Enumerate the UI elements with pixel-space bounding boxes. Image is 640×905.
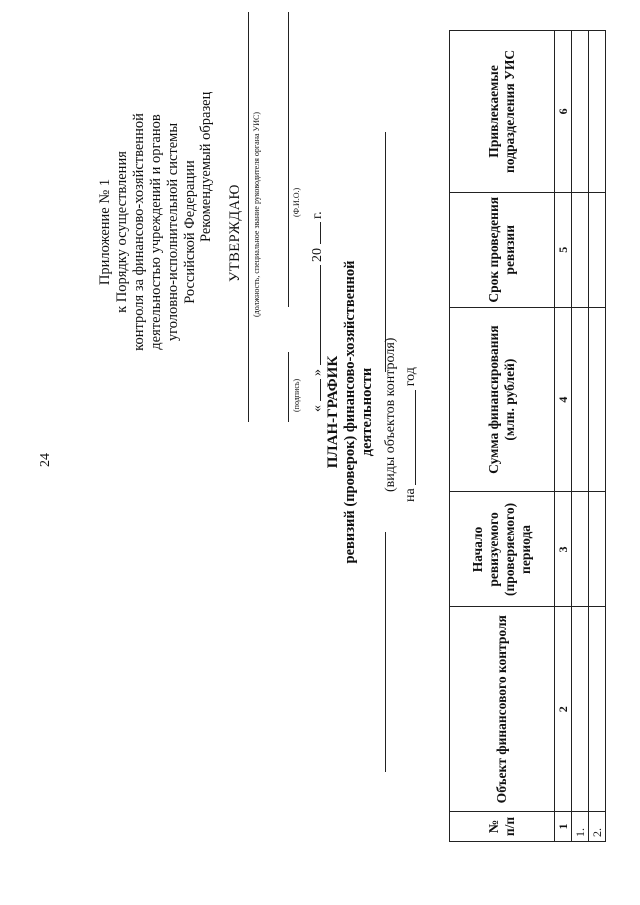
document-title <box>325 222 376 602</box>
date-suffix: г. <box>310 211 325 219</box>
table-cell <box>572 192 589 307</box>
kinds-caption: (виды объектов контроля) <box>383 337 398 492</box>
header-object: Объект финансового контроля <box>450 607 555 812</box>
table-cell <box>589 492 606 607</box>
header-units: Привлекаемые подразделения УИС <box>450 31 555 193</box>
table-cell: 2. <box>589 812 606 842</box>
table-row <box>589 31 606 842</box>
table-cell <box>572 492 589 607</box>
table-cell: 1 <box>555 812 572 842</box>
date-century: 20 <box>310 248 325 262</box>
period-suffix: год <box>403 367 418 387</box>
table-cell: 2 <box>555 607 572 812</box>
table-cell: 1. <box>572 812 589 842</box>
header-term: Срок проведения ревизии <box>450 192 555 307</box>
table-cell <box>589 31 606 193</box>
table-header-row <box>450 31 555 842</box>
table-numbering-row <box>555 31 572 842</box>
appendix-line: к Порядку осуществления <box>114 151 130 313</box>
appendix-block <box>97 72 199 392</box>
right-fill-line <box>385 132 386 372</box>
period-blank <box>415 390 416 485</box>
signature-line <box>288 352 289 422</box>
title-line-1: ПЛАН-ГРАФИК <box>325 355 341 469</box>
approve-title: УТВЕРЖДАЮ <box>227 184 243 282</box>
appendix-line: деятельностью учреждений и органов <box>148 114 164 350</box>
date-close-quote: » <box>310 369 325 376</box>
header-funding: Сумма финансирования (млн. рублей) <box>450 307 555 492</box>
name-line <box>288 12 289 307</box>
approval-date <box>310 211 326 412</box>
plan-table <box>449 30 606 842</box>
title-line-2: ревизий (проверок) финансово-хозяйственной деятельности <box>342 260 375 564</box>
page-number: 24 <box>38 453 53 467</box>
period-prefix: на <box>403 488 418 502</box>
period-row <box>403 367 419 502</box>
table-cell <box>572 307 589 492</box>
table-cell: 5 <box>555 192 572 307</box>
signature-caption: (подпись) <box>292 378 301 412</box>
appendix-line: уголовно-исполнительной системы <box>165 122 181 342</box>
table-cell <box>589 607 606 812</box>
appendix-line: Российской Федерации <box>182 160 198 304</box>
table-cell <box>589 307 606 492</box>
header-number: № п/п <box>450 812 555 842</box>
header-period-start: Начало ревизуемого (проверяемого) периода <box>450 492 555 607</box>
table-cell <box>572 607 589 812</box>
appendix-line: контроля за финансово-хозяйственной <box>131 113 147 351</box>
table-cell: 3 <box>555 492 572 607</box>
table-cell: 4 <box>555 307 572 492</box>
table-cell <box>589 192 606 307</box>
position-line <box>248 12 249 422</box>
position-caption: (должность, специальное звание руководителя органа УИС) <box>252 112 261 317</box>
left-fill-line <box>385 532 386 772</box>
date-open-quote: « <box>310 405 325 412</box>
table-row <box>572 31 589 842</box>
appendix-line: Приложение № 1 <box>97 178 113 286</box>
table-cell <box>572 31 589 193</box>
table-cell: 6 <box>555 31 572 193</box>
sample-label: Рекомендуемый образец <box>198 91 214 242</box>
name-caption: (Ф.И.О.) <box>292 187 301 217</box>
rotated-document <box>5 12 615 892</box>
